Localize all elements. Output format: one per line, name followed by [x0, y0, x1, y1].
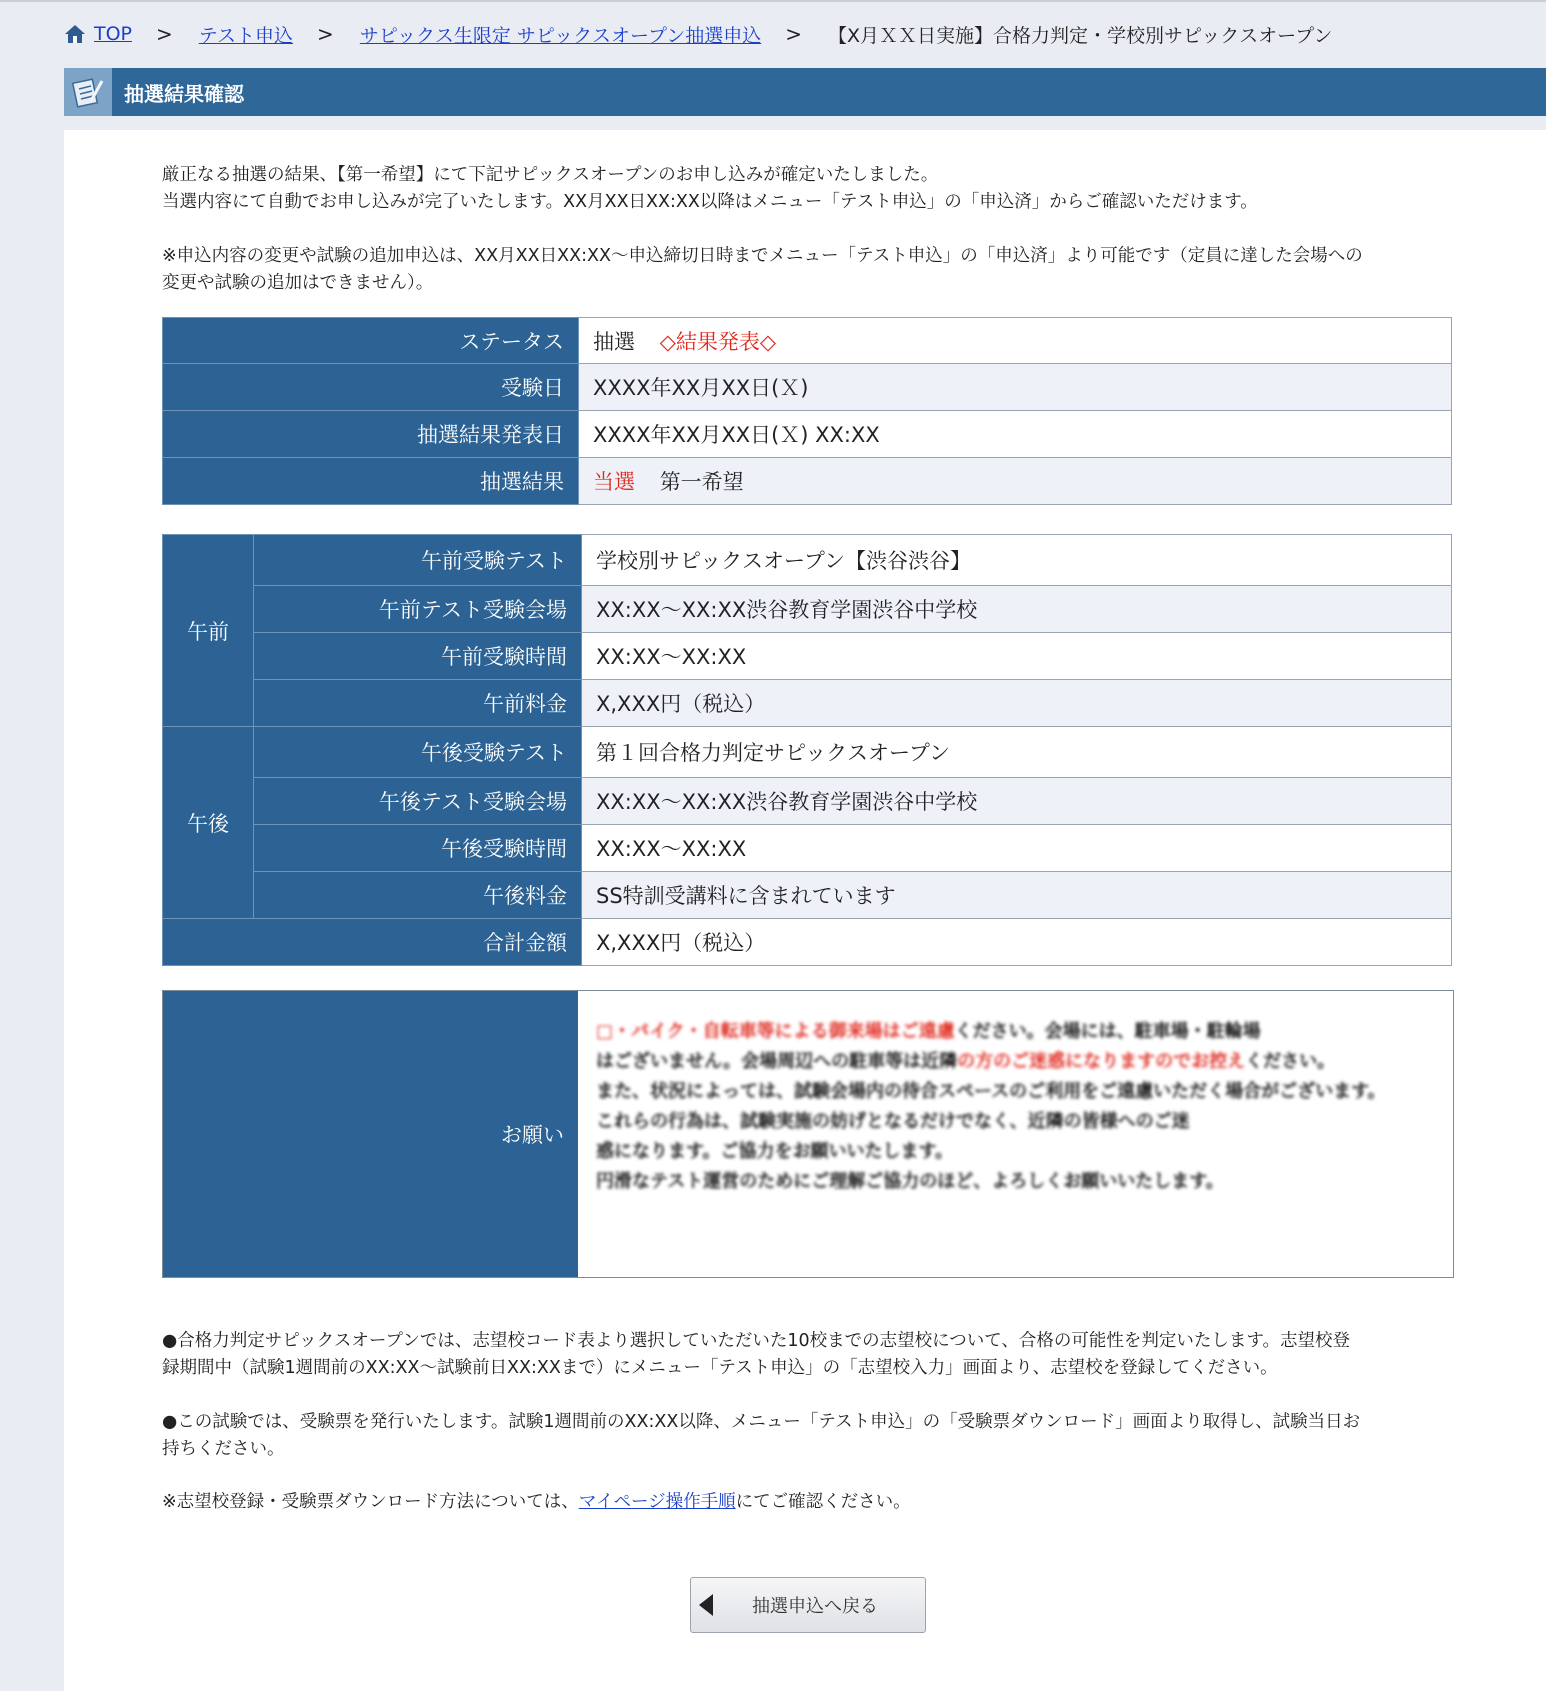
footer-note-line: ●合格力判定サピックスオープンでは、志望校コード表より選択していただいた10校までの志望校について、合格の可能性を判定いたします。志望校登	[162, 1331, 1350, 1351]
notice-label: お願い	[163, 991, 578, 1277]
intro-line: 当選内容にて自動でお申し込みが完了いたします。XX月XX日XX:XX以降はメニュー「テスト申込」の「申込済」からご確認いただけます。	[162, 192, 1258, 212]
notice-text: また、状況によっては、試験会場内の待合ス	[596, 1081, 956, 1102]
breadcrumb-separator: >	[156, 22, 173, 46]
result-date-label: 抽選結果発表日	[163, 411, 579, 458]
pm-fee-label: 午後料金	[254, 872, 582, 919]
am-test-value: 学校別サピックスオープン【渋谷渋谷】	[582, 535, 1452, 586]
top-border	[0, 0, 1546, 2]
am-group-label: 午前	[163, 535, 254, 727]
notice-text: ください。会場には、駐車場・駐輪場	[954, 1021, 1261, 1042]
triangle-left-icon	[699, 1594, 713, 1616]
breadcrumb-current: 【X月ＸＸ日実施】合格力判定・学校別サピックスオープン	[828, 24, 1333, 47]
total-label: 合計金額	[163, 919, 582, 966]
am-time-label: 午前受験時間	[254, 633, 582, 680]
notice-red-text: の方のご迷惑になりますのでお控え	[957, 1051, 1246, 1072]
footer-note-2	[162, 1409, 1360, 1463]
status-label: ステータス	[163, 318, 579, 364]
breadcrumb-separator: >	[785, 22, 803, 46]
pm-venue-label: 午後テスト受験会場	[254, 778, 582, 825]
table-row	[163, 364, 1452, 411]
table-row	[163, 919, 1452, 966]
pm-venue-value: XX:XX～XX:XX渋谷教育学園渋谷中学校	[582, 778, 1452, 825]
detail-table	[162, 534, 1452, 966]
notice-body	[578, 991, 1453, 1277]
table-row	[163, 680, 1452, 727]
footer-note-line: ●この試験では、受験票を発行いたします。試験1週間前のXX:XX以降、メニュー「テスト申込」の「受験票ダウンロード」画面より取得し、試験当日お	[162, 1412, 1361, 1432]
notice-text: はございません。会場周辺への駐車等は近隣	[596, 1051, 958, 1072]
notice-box	[162, 990, 1454, 1278]
notice-text: ください。	[1245, 1051, 1336, 1072]
notice-line: これらの行為は、試験実施の妨げとなるだけでなく、近隣の皆様へのご迷	[596, 1111, 1190, 1132]
exam-date-value: XXXX年XX月XX日(Ｘ)	[579, 364, 1452, 411]
table-row	[163, 458, 1452, 505]
footer-note-line: 録期間中（試験1週間前のXX:XX～試験前日XX:XXまで）にメニュー「テスト申込」の「志望校入力」画面より、志望校を登録してください。	[162, 1358, 1278, 1378]
footer-note-text: にてご確認ください。	[735, 1492, 911, 1512]
pm-test-label: 午後受験テスト	[254, 727, 582, 778]
table-row	[163, 825, 1452, 872]
back-to-lottery-button[interactable]	[690, 1577, 926, 1633]
am-fee-label: 午前料金	[254, 680, 582, 727]
exam-date-label: 受験日	[163, 364, 579, 411]
footer-note-line: 持ちください。	[162, 1439, 285, 1459]
breadcrumb-separator: >	[317, 22, 334, 46]
pm-time-label: 午後受験時間	[254, 825, 582, 872]
breadcrumb-test-apply-link[interactable]: テスト申込	[198, 24, 294, 47]
pm-group-label: 午後	[163, 727, 254, 919]
table-row	[163, 411, 1452, 458]
home-icon[interactable]	[64, 23, 86, 45]
status-table	[162, 317, 1452, 505]
intro-note-line: ※申込内容の変更や試験の追加申込は、XX月XX日XX:XX～申込締切日時までメニュー「テスト申込」の「申込済」より可能です（定員に達した会場への	[162, 246, 1363, 266]
status-value	[579, 318, 1452, 364]
back-button-label: 抽選申込へ戻る	[752, 1596, 878, 1617]
notice-red-text: □・バイク・自転車等による御来場はご遠慮	[596, 1021, 955, 1042]
notice-line	[596, 1077, 1423, 1107]
table-row	[163, 586, 1452, 633]
breadcrumb-lottery-apply-link[interactable]: サピックス生限定 サピックスオープン抽選申込	[359, 24, 762, 47]
intro-note	[162, 243, 1363, 297]
am-venue-label: 午前テスト受験会場	[254, 586, 582, 633]
intro-line: 厳正なる抽選の結果、【第一希望】にて下記サピックスオープンのお申し込みが確定いたしました。	[162, 165, 939, 185]
result-choice-text: 第一希望	[659, 470, 744, 494]
result-date-value: XXXX年XX月XX日(Ｘ) XX:XX	[579, 411, 1452, 458]
am-fee-value: X,XXX円（税込）	[582, 680, 1452, 727]
notice-line: 惑になります。ご協力をお願いいたします。	[596, 1141, 954, 1162]
footer-note-3	[162, 1489, 911, 1516]
table-row	[163, 535, 1452, 586]
table-row	[163, 318, 1452, 364]
table-row	[163, 778, 1452, 825]
total-value: X,XXX円（税込）	[582, 919, 1452, 966]
intro-note-line: 変更や試験の追加はできません）。	[162, 273, 434, 293]
result-win-text: 当選	[593, 470, 635, 494]
result-label: 抽選結果	[163, 458, 579, 505]
result-value	[579, 458, 1452, 505]
notice-line	[596, 1047, 1423, 1077]
am-venue-value: XX:XX～XX:XX渋谷教育学園渋谷中学校	[582, 586, 1452, 633]
pm-fee-value: SS特訓受講料に含まれています	[582, 872, 1452, 919]
notepad-pencil-icon	[64, 68, 112, 116]
table-row	[163, 872, 1452, 919]
pm-test-value: 第１回合格力判定サピックスオープン	[582, 727, 1452, 778]
table-row	[163, 633, 1452, 680]
footer-note-text: ※志望校登録・受験票ダウンロード方法については、	[162, 1492, 579, 1512]
intro-text	[162, 162, 1258, 216]
breadcrumb-top-link[interactable]: TOP	[94, 23, 133, 45]
pm-time-value: XX:XX～XX:XX	[582, 825, 1452, 872]
page-title: 抽選結果確認	[124, 81, 244, 106]
am-time-value: XX:XX～XX:XX	[582, 633, 1452, 680]
notice-text: ペースのご利用をご遠慮いただく場合がございます。	[956, 1081, 1386, 1102]
mypage-manual-link[interactable]: マイページ操作手順	[578, 1492, 736, 1512]
table-row	[163, 727, 1452, 778]
breadcrumb	[64, 18, 1332, 50]
am-test-label: 午前受験テスト	[254, 535, 582, 586]
section-header	[64, 68, 1546, 116]
notice-line	[596, 1017, 1423, 1047]
status-text: 抽選	[593, 329, 635, 354]
footer-note-1	[162, 1328, 1350, 1382]
status-badge: ◇結果発表◇	[659, 329, 776, 354]
notice-line: 円滑なテスト運営のためにご理解ご協力のほど、よろしくお願いいたします。	[596, 1171, 1224, 1192]
